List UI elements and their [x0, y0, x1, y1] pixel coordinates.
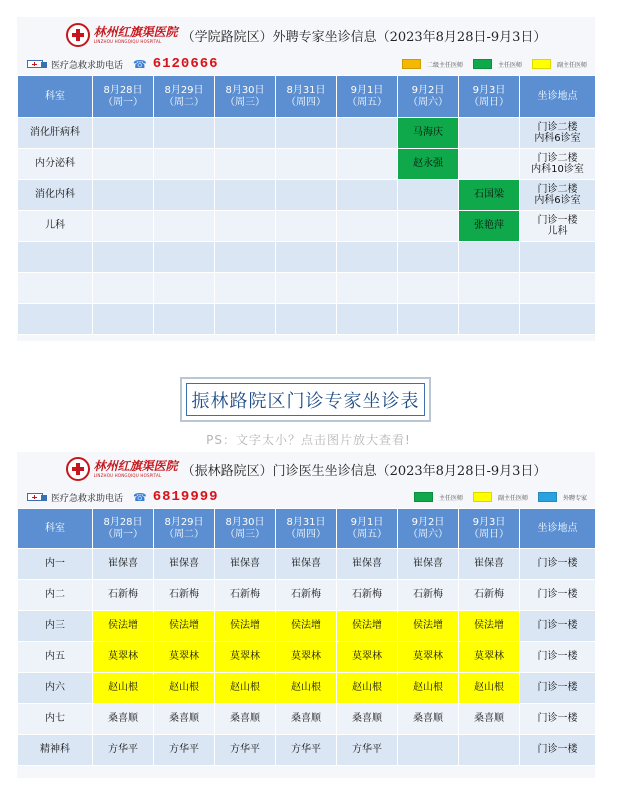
schedule-cell: 石新梅	[337, 580, 398, 611]
header-row	[18, 509, 596, 549]
header-date: 8月31日	[286, 517, 326, 528]
header-day	[276, 509, 337, 549]
schedule-cell	[337, 304, 398, 335]
table-row	[18, 704, 596, 735]
location-cell: 门诊一楼	[520, 704, 596, 735]
panel-title-row	[17, 17, 595, 53]
schedule-cell	[337, 211, 398, 242]
legend-swatch	[402, 59, 421, 69]
schedule-cell: 莫翠林	[337, 642, 398, 673]
phone-icon: ☎	[133, 490, 147, 504]
ambulance-icon	[27, 58, 47, 70]
schedule-cell: 莫翠林	[93, 642, 154, 673]
schedule-cell: 侯法增	[93, 611, 154, 642]
schedule-cell	[154, 211, 215, 242]
table-row	[18, 211, 596, 242]
schedule-cell: 桑喜顺	[215, 704, 276, 735]
location-cell	[520, 304, 596, 335]
dept-cell: 内三	[18, 611, 93, 642]
location-cell	[520, 149, 596, 180]
header-weekday: （周一）	[103, 96, 143, 108]
schedule-cell: 石新梅	[215, 580, 276, 611]
header-day	[459, 509, 520, 549]
hospital-name-en: LINZHOU HONGQIQU HOSPITAL	[93, 473, 162, 478]
header-dept: 科室	[18, 509, 93, 549]
hospital-emblem-icon	[66, 457, 90, 481]
header-location: 坐诊地点	[520, 76, 596, 118]
schedule-cell: 莫翠林	[154, 642, 215, 673]
location-line-2: 儿科	[547, 226, 568, 237]
header-weekday: （周四）	[286, 528, 326, 540]
schedule-cell: 桑喜顺	[337, 704, 398, 735]
schedule-cell: 石新梅	[459, 580, 520, 611]
dept-cell	[18, 304, 93, 335]
header-day	[398, 76, 459, 118]
table-row	[18, 611, 596, 642]
schedule-cell: 赵山根	[93, 673, 154, 704]
schedule-cell	[154, 149, 215, 180]
header-date: 9月2日	[411, 517, 445, 528]
schedule-cell	[154, 304, 215, 335]
header-date: 8月29日	[164, 85, 204, 96]
schedule-cell	[337, 118, 398, 149]
schedule-cell	[154, 180, 215, 211]
dept-cell: 精神科	[18, 735, 93, 766]
location-cell: 门诊一楼	[520, 642, 596, 673]
schedule-cell: 莫翠林	[215, 642, 276, 673]
schedule-cell: 赵永强	[398, 149, 459, 180]
schedule-cell	[93, 242, 154, 273]
dept-cell: 内分泌科	[18, 149, 93, 180]
legend-item	[538, 492, 587, 502]
schedule-cell: 莫翠林	[276, 642, 337, 673]
header-day	[154, 76, 215, 118]
header-weekday: （周三）	[225, 528, 265, 540]
legend-item	[473, 59, 522, 69]
schedule-cell: 崔保喜	[93, 549, 154, 580]
hospital-name: 林州红旗渠医院	[93, 459, 178, 473]
header-row	[18, 76, 596, 118]
schedule-cell	[337, 273, 398, 304]
phone-label: 医疗急救求助电话	[51, 60, 124, 71]
legend-swatch	[538, 492, 557, 502]
schedule-cell: 方华平	[215, 735, 276, 766]
header-day	[154, 509, 215, 549]
schedule-cell	[459, 242, 520, 273]
schedule-title: （振林路院区）门诊医生坐诊信息（2023年8月28日-9月3日）	[181, 463, 547, 479]
schedule-cell: 赵山根	[276, 673, 337, 704]
schedule-cell	[398, 242, 459, 273]
schedule-cell	[154, 242, 215, 273]
schedule-cell	[93, 149, 154, 180]
header-date: 9月3日	[472, 85, 506, 96]
schedule-cell	[93, 273, 154, 304]
header-day	[459, 76, 520, 118]
header-weekday: （周四）	[286, 96, 326, 108]
legend-swatch	[532, 59, 551, 69]
schedule-cell	[215, 118, 276, 149]
schedule-cell	[215, 180, 276, 211]
location-line-1: 门诊二楼	[537, 183, 578, 195]
schedule-cell	[276, 304, 337, 335]
legend	[392, 59, 587, 69]
location-cell	[520, 211, 596, 242]
schedule-cell	[276, 149, 337, 180]
schedule-cell	[459, 735, 520, 766]
schedule-cell: 方华平	[93, 735, 154, 766]
schedule-cell: 莫翠林	[398, 642, 459, 673]
dept-cell	[18, 242, 93, 273]
header-day	[215, 509, 276, 549]
header-weekday: （周六）	[408, 528, 448, 540]
legend-swatch	[473, 492, 492, 502]
header-weekday: （周一）	[103, 528, 143, 540]
header-day	[215, 76, 276, 118]
panel-title-row	[17, 452, 595, 486]
location-cell	[520, 180, 596, 211]
doctor-schedule-panel-zhenlin	[17, 452, 595, 778]
schedule-cell	[215, 304, 276, 335]
header-date: 9月2日	[411, 85, 445, 96]
schedule-cell: 崔保喜	[154, 549, 215, 580]
schedule-cell	[398, 211, 459, 242]
schedule-cell	[93, 304, 154, 335]
schedule-cell	[459, 304, 520, 335]
schedule-cell: 石国梁	[459, 180, 520, 211]
schedule-cell: 赵山根	[337, 673, 398, 704]
schedule-cell	[154, 273, 215, 304]
emergency-phone	[27, 56, 219, 72]
schedule-cell: 方华平	[154, 735, 215, 766]
phone-number: 6819999	[152, 489, 219, 505]
schedule-cell	[459, 149, 520, 180]
location-cell	[520, 118, 596, 149]
schedule-cell: 崔保喜	[276, 549, 337, 580]
schedule-cell: 方华平	[276, 735, 337, 766]
schedule-table	[17, 508, 596, 766]
info-row	[17, 53, 595, 75]
dept-cell: 内六	[18, 673, 93, 704]
emergency-phone	[27, 489, 219, 505]
legend-item	[473, 492, 528, 502]
header-day	[337, 76, 398, 118]
hospital-emblem-icon	[66, 23, 90, 47]
header-weekday: （周日）	[469, 96, 509, 108]
location-line-1: 门诊一楼	[537, 214, 578, 226]
legend-swatch	[414, 492, 433, 502]
header-date: 9月1日	[350, 517, 384, 528]
schedule-cell	[93, 180, 154, 211]
dept-cell: 儿科	[18, 211, 93, 242]
schedule-cell: 崔保喜	[398, 549, 459, 580]
table-row	[18, 273, 596, 304]
dept-cell: 内二	[18, 580, 93, 611]
schedule-cell: 桑喜顺	[93, 704, 154, 735]
legend-swatch	[473, 59, 492, 69]
schedule-cell	[276, 242, 337, 273]
schedule-cell	[337, 149, 398, 180]
hospital-logo	[66, 23, 178, 47]
dept-cell: 消化肝病科	[18, 118, 93, 149]
schedule-cell	[215, 242, 276, 273]
schedule-cell	[276, 273, 337, 304]
hospital-name-en: LINZHOU HONGQIQU HOSPITAL	[93, 39, 162, 44]
schedule-cell: 侯法增	[337, 611, 398, 642]
table-row	[18, 580, 596, 611]
location-cell: 门诊一楼	[520, 735, 596, 766]
header-day	[398, 509, 459, 549]
schedule-cell: 赵山根	[154, 673, 215, 704]
legend	[404, 492, 587, 502]
schedule-title: （学院路院区）外聘专家坐诊信息（2023年8月28日-9月3日）	[181, 29, 547, 45]
legend-item	[532, 59, 587, 69]
ps-note: PS：文字太小？点击图片放大查看!	[206, 433, 411, 447]
expert-schedule-panel-xueyuan	[17, 17, 595, 341]
dept-cell: 内五	[18, 642, 93, 673]
table-row	[18, 673, 596, 704]
schedule-cell: 崔保喜	[337, 549, 398, 580]
dept-cell: 消化内科	[18, 180, 93, 211]
schedule-cell	[93, 211, 154, 242]
header-weekday: （周日）	[469, 528, 509, 540]
header-weekday: （周三）	[225, 96, 265, 108]
schedule-cell	[337, 180, 398, 211]
info-row	[17, 486, 595, 508]
phone-label: 医疗急救求助电话	[51, 493, 124, 504]
schedule-cell: 侯法增	[398, 611, 459, 642]
schedule-cell: 赵山根	[459, 673, 520, 704]
schedule-cell	[459, 273, 520, 304]
header-weekday: （周二）	[164, 96, 204, 108]
location-cell: 门诊一楼	[520, 673, 596, 704]
header-date: 8月31日	[286, 85, 326, 96]
phone-icon: ☎	[133, 57, 147, 71]
schedule-cell: 马海庆	[398, 118, 459, 149]
header-weekday: （周五）	[347, 528, 387, 540]
location-line-2: 内科6诊室	[534, 133, 581, 144]
table-row	[18, 149, 596, 180]
dept-cell: 内七	[18, 704, 93, 735]
schedule-cell: 桑喜顺	[459, 704, 520, 735]
header-date: 9月3日	[472, 517, 506, 528]
location-line-2: 内科6诊室	[534, 195, 581, 206]
table-row	[18, 642, 596, 673]
location-cell: 门诊一楼	[520, 549, 596, 580]
header-date: 9月1日	[350, 85, 384, 96]
schedule-cell: 赵山根	[215, 673, 276, 704]
schedule-cell: 崔保喜	[459, 549, 520, 580]
location-cell	[520, 242, 596, 273]
header-date: 8月28日	[103, 85, 143, 96]
dept-cell	[18, 273, 93, 304]
table-row	[18, 180, 596, 211]
schedule-cell: 赵山根	[398, 673, 459, 704]
schedule-cell	[398, 304, 459, 335]
legend-item	[414, 492, 463, 502]
table-row	[18, 735, 596, 766]
legend-label: 二级主任医师	[426, 61, 463, 69]
header-day	[93, 76, 154, 118]
section-title: 振林路院区门诊专家坐诊表	[186, 383, 425, 416]
schedule-cell	[93, 118, 154, 149]
schedule-cell	[398, 273, 459, 304]
header-day	[93, 509, 154, 549]
schedule-cell	[215, 149, 276, 180]
table-row	[18, 242, 596, 273]
header-dept: 科室	[18, 76, 93, 118]
hospital-logo	[66, 457, 178, 481]
legend-item	[402, 59, 463, 69]
schedule-cell: 侯法增	[276, 611, 337, 642]
ambulance-icon	[27, 491, 47, 503]
schedule-cell: 侯法增	[215, 611, 276, 642]
legend-label: 副主任医师	[556, 61, 587, 69]
hospital-name: 林州红旗渠医院	[93, 25, 178, 39]
schedule-cell	[337, 242, 398, 273]
table-row	[18, 304, 596, 335]
schedule-cell	[398, 735, 459, 766]
schedule-cell: 张艳萍	[459, 211, 520, 242]
header-date: 8月29日	[164, 517, 204, 528]
location-line-1: 门诊二楼	[537, 121, 578, 133]
location-cell	[520, 273, 596, 304]
header-day	[337, 509, 398, 549]
header-date: 8月30日	[225, 517, 265, 528]
legend-label: 副主任医师	[497, 494, 528, 502]
schedule-cell: 石新梅	[398, 580, 459, 611]
schedule-cell	[276, 180, 337, 211]
schedule-cell: 石新梅	[154, 580, 215, 611]
schedule-cell	[276, 211, 337, 242]
schedule-cell: 石新梅	[93, 580, 154, 611]
schedule-table	[17, 75, 596, 335]
legend-label: 主任医师	[438, 494, 463, 502]
location-cell: 门诊一楼	[520, 611, 596, 642]
schedule-cell	[154, 118, 215, 149]
schedule-cell: 桑喜顺	[154, 704, 215, 735]
phone-number: 6120666	[152, 56, 219, 72]
schedule-cell	[459, 118, 520, 149]
location-cell: 门诊一楼	[520, 580, 596, 611]
section-header	[180, 377, 431, 422]
legend-label: 主任医师	[497, 61, 522, 69]
schedule-cell: 石新梅	[276, 580, 337, 611]
header-date: 8月28日	[103, 517, 143, 528]
schedule-cell: 莫翠林	[459, 642, 520, 673]
schedule-cell	[215, 211, 276, 242]
schedule-cell	[398, 180, 459, 211]
legend-label: 外聘专家	[562, 494, 587, 502]
schedule-cell: 侯法增	[154, 611, 215, 642]
table-row	[18, 549, 596, 580]
location-line-1: 门诊二楼	[537, 152, 578, 164]
schedule-cell: 方华平	[337, 735, 398, 766]
dept-cell: 内一	[18, 549, 93, 580]
header-day	[276, 76, 337, 118]
schedule-cell: 桑喜顺	[398, 704, 459, 735]
header-date: 8月30日	[225, 85, 265, 96]
header-weekday: （周六）	[408, 96, 448, 108]
header-weekday: （周五）	[347, 96, 387, 108]
schedule-cell: 崔保喜	[215, 549, 276, 580]
header-weekday: （周二）	[164, 528, 204, 540]
schedule-cell	[276, 118, 337, 149]
header-location: 坐诊地点	[520, 509, 596, 549]
schedule-cell: 侯法增	[459, 611, 520, 642]
table-row	[18, 118, 596, 149]
schedule-cell: 桑喜顺	[276, 704, 337, 735]
location-line-2: 内科10诊室	[531, 164, 584, 175]
schedule-cell	[215, 273, 276, 304]
